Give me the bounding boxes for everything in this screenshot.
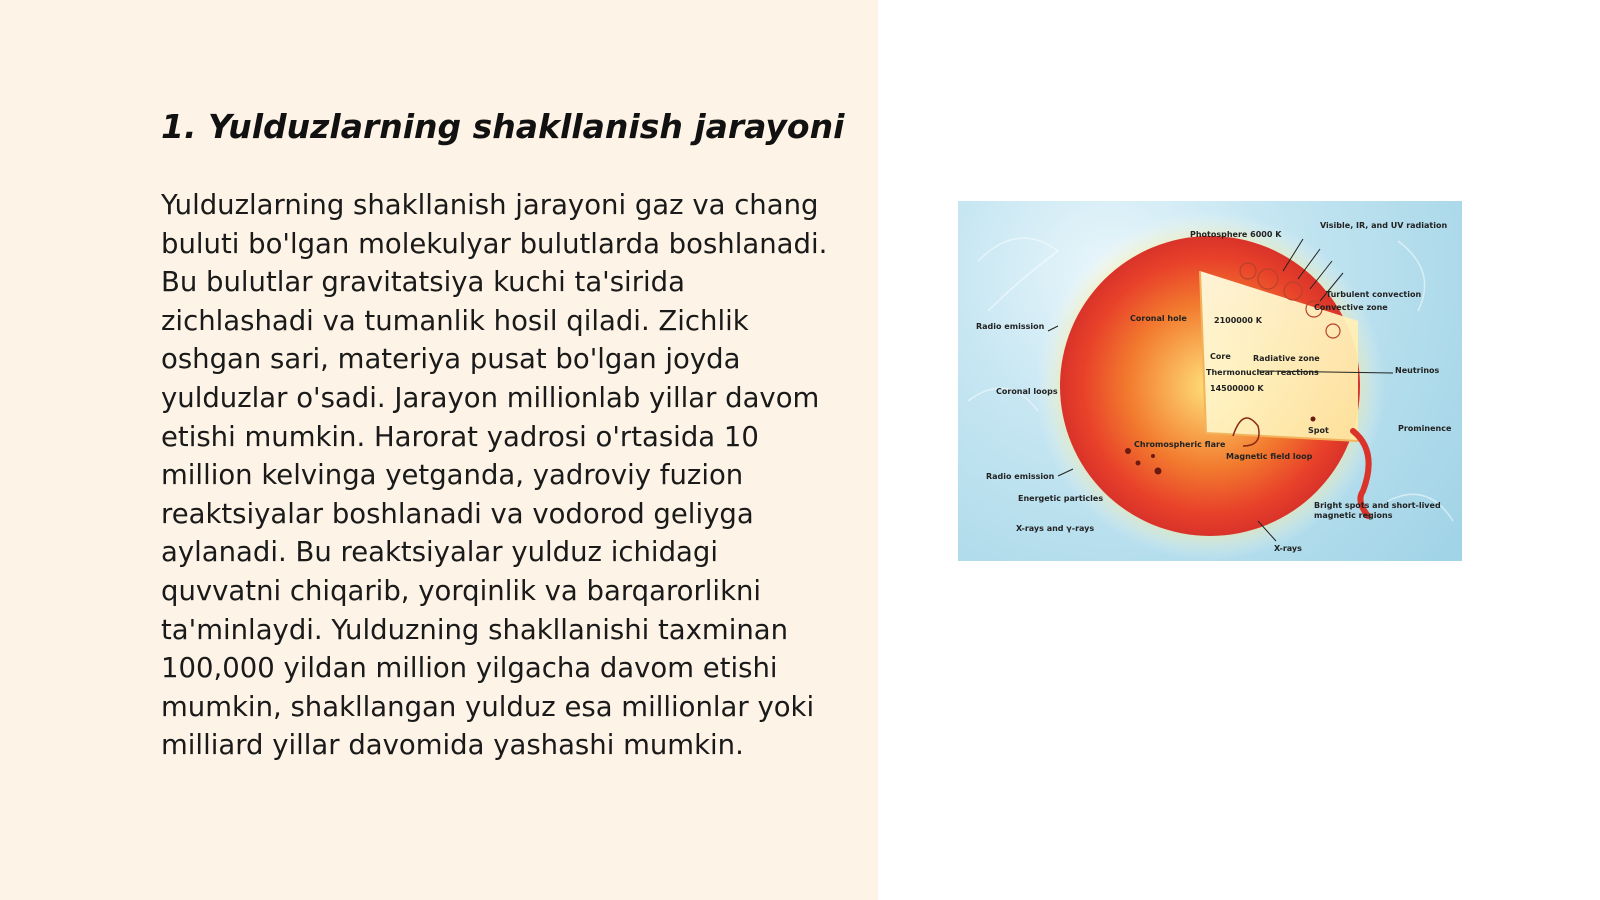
label-radio-emission-top: Radio emission bbox=[976, 322, 1045, 331]
label-bright-spots: Bright spots and short-lived bbox=[1314, 501, 1441, 510]
label-photosphere: Photosphere 6000 K bbox=[1190, 230, 1282, 239]
label-radio-emission-bottom: Radio emission bbox=[986, 472, 1055, 481]
label-magnetic-field-loop: Magnetic field loop bbox=[1226, 452, 1313, 461]
label-xrays: X-rays bbox=[1274, 544, 1302, 553]
label-coronal-loops: Coronal loops bbox=[996, 387, 1058, 396]
label-turbulent-convection: Turbulent convection bbox=[1326, 290, 1422, 299]
label-coronal-hole: Coronal hole bbox=[1130, 314, 1187, 323]
label-temp-2100000: 2100000 K bbox=[1214, 316, 1262, 325]
label-visible-radiation: Visible, IR, and UV radiation bbox=[1320, 221, 1448, 230]
label-temp-14500000: 14500000 K bbox=[1210, 384, 1264, 393]
slide-body-text: Yulduzlarning shakllanish jarayoni gaz va chang buluti bo'lgan molekulyar bulutlarda boshlanadi. Bu bulutlar gravitatsiya kuchi ta'sirida zichlashadi va tumanlik hosil qiladi. Zichlik oshgan sari, materiya pusat bo'lgan joyda yulduzlar o'sadi. Jarayon millionlab yillar davom etishi mumkin. Harorat yadrosi o'rtasida 10 million kelvinga yetganda, yadroviy fuzion reaktsiyalar boshlanadi va vodorod geliyga aylanadi. Bu reaktsiyalar yulduz ichidagi quvvatni chiqarib, yorqinlik va barqarorlikni ta'minlaydi. Yulduzning shakllanishi taxminan 100,000 yildan million yilgacha davom etishi mumkin, shakllangan yulduz esa millionlar yoki milliard yillar davomida yashashi mumkin. bbox=[161, 189, 828, 762]
label-spot: Spot bbox=[1308, 426, 1329, 435]
label-neutrinos: Neutrinos bbox=[1395, 366, 1440, 375]
label-core: Core bbox=[1210, 352, 1231, 361]
slide-title: 1. Yulduzlarning shakllanish jarayoni bbox=[161, 107, 845, 146]
label-convective-zone: Convective zone bbox=[1314, 303, 1388, 312]
label-thermonuclear: Thermonuclear reactions bbox=[1206, 368, 1319, 377]
label-energetic-particles: Energetic particles bbox=[1018, 494, 1104, 503]
label-magnetic-regions: magnetic regions bbox=[1314, 511, 1393, 520]
label-prominence: Prominence bbox=[1398, 424, 1452, 433]
label-radiative-zone: Radiative zone bbox=[1253, 354, 1320, 363]
sun-structure-diagram bbox=[958, 201, 1462, 561]
label-chromospheric-flare: Chromospheric flare bbox=[1134, 440, 1226, 449]
label-xrays-gamma: X-rays and γ-rays bbox=[1016, 524, 1095, 533]
